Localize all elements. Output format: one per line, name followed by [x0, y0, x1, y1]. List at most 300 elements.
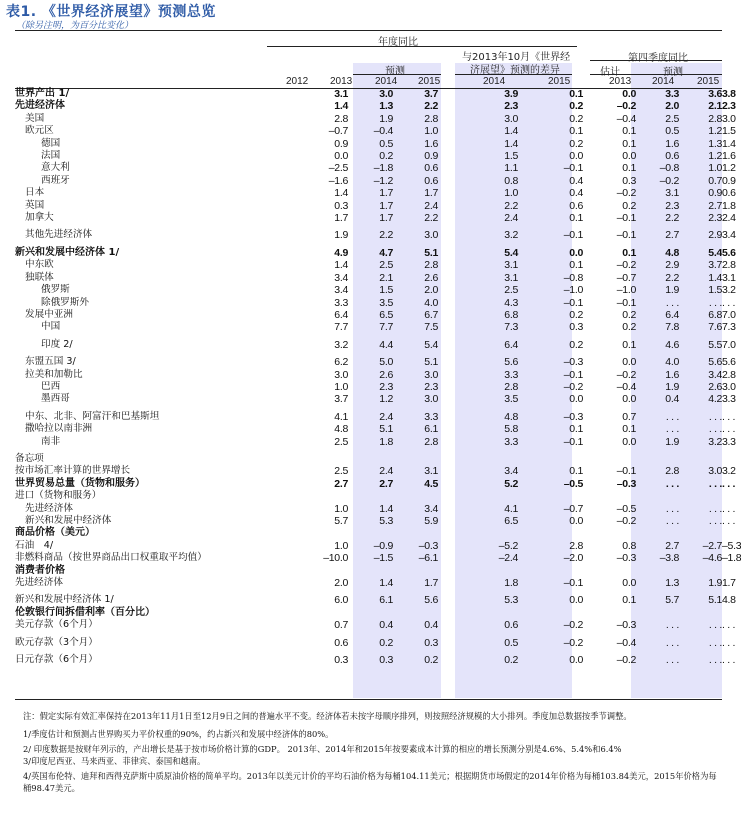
cell-diff-2014: 0.0 [569, 393, 583, 406]
cell-diff-2015: 0.1 [622, 162, 636, 175]
cell-value-2012: 4.1 [334, 410, 348, 423]
cell-diff-2015: 0.1 [622, 125, 636, 138]
cell-value-2015: 3.0 [504, 112, 518, 125]
cell-value-2015: 0.5 [504, 636, 518, 649]
cell-value-2014: 3.3 [424, 410, 438, 423]
header-diff-line1: 与2013年10月《世界经 [462, 52, 571, 63]
cell-diff-2014: 0.1 [569, 259, 583, 272]
cell-value-2015: 3.3 [504, 435, 518, 448]
table-row [15, 527, 722, 539]
cell-value-2014: 1.6 [424, 137, 438, 150]
cell-value-2015: 0.6 [504, 619, 518, 632]
row-label: 新兴和发展中经济体 [25, 515, 112, 526]
cell-value-2014: 4.5 [424, 477, 438, 490]
cell-diff-2015: –0.2 [616, 654, 636, 667]
col-header-q4-2015: 2015 [697, 76, 720, 87]
cell-value-2012: –10.0 [323, 552, 348, 565]
cell-diff-2014: 0.0 [569, 246, 583, 259]
cell-value-2014: 2.6 [424, 271, 438, 284]
table-row [15, 448, 722, 465]
table-row: 其他先进经济体 1.9 2.2 3.0 3.2 –0.1 –0.1 2.7 2.9 3.4 [15, 224, 722, 241]
top-rule [15, 30, 722, 31]
row-label: 俄罗斯 [41, 284, 70, 296]
cell-q4-2014: 2.3 [708, 212, 722, 225]
cell-q4-2013: 2.7 [665, 539, 679, 552]
cell-value-2014: –6.1 [418, 552, 438, 565]
cell-q4-2014: –4.6 [702, 552, 722, 565]
cell-value-2012: 1.4 [334, 100, 348, 113]
cell-value-2013: 6.1 [379, 594, 393, 607]
row-label: 意大利 [41, 162, 70, 174]
cell-diff-2014: –1.0 [563, 284, 583, 297]
cell-value-2013: 1.9 [379, 112, 393, 125]
table-row: 法国 0.0 0.2 0.9 1.5 0.0 0.0 0.6 1.2 1.6 [15, 150, 722, 162]
table-row: 欧元存款（3个月） 0.6 0.2 0.3 0.5 –0.2 –0.4 . . . . . . . . . [15, 632, 722, 649]
cell-value-2013: 2.6 [379, 368, 393, 381]
cell-value-2014: 5.4 [424, 338, 438, 351]
cell-q4-2014: . . . [708, 502, 722, 515]
cell-value-2014: 2.8 [424, 259, 438, 272]
cell-diff-2015 [583, 527, 636, 539]
cell-q4-2013: 2.2 [665, 271, 679, 284]
cell-diff-2014 [518, 565, 583, 577]
cell-value-2015: 5.2 [504, 477, 518, 490]
row-label: 美元存款（6个月） [15, 619, 98, 631]
cell-q4-2013: 0.4 [665, 393, 679, 406]
cell-value-2015: 5.6 [504, 356, 518, 369]
cell-diff-2015: 0.7 [622, 410, 636, 423]
cell-value-2014: 5.1 [424, 246, 438, 259]
row-label: 加拿大 [25, 212, 54, 224]
table-row: 印度 2/ 3.2 4.4 5.4 6.4 0.2 0.1 4.6 5.5 7.0 [15, 334, 722, 351]
cell-diff-2015 [583, 448, 636, 465]
cell-diff-2014: 0.6 [569, 199, 583, 212]
cell-value-2015 [438, 607, 518, 619]
row-label: 拉美和加勒比 [25, 368, 83, 380]
cell-value-2013: 1.7 [379, 187, 393, 200]
cell-value-2013: 2.3 [379, 380, 393, 393]
row-label: 消费者价格 [15, 564, 65, 576]
cell-diff-2014: –0.5 [563, 477, 583, 490]
cell-value-2013 [348, 490, 393, 502]
cell-q4-2014: 2.7 [708, 199, 722, 212]
cell-q4-2014: 1.5 [708, 284, 722, 297]
cell-value-2013: 1.8 [379, 435, 393, 448]
cell-diff-2015: –0.1 [616, 229, 636, 242]
cell-value-2013: 1.5 [379, 284, 393, 297]
col-header-2015: 2015 [418, 76, 441, 87]
cell-value-2013: 5.0 [379, 356, 393, 369]
cell-value-2014: 3.1 [424, 465, 438, 478]
cell-value-2012: 2.5 [334, 435, 348, 448]
cell-value-2014: 2.2 [424, 212, 438, 225]
row-label: 法国 [41, 150, 61, 162]
row-label: 南非 [41, 435, 61, 447]
cell-q4-2013: –0.8 [659, 162, 679, 175]
row-label: 印度 2/ [41, 338, 73, 350]
cell-diff-2015: –0.7 [616, 271, 636, 284]
cell-value-2014: 0.2 [424, 654, 438, 667]
cell-q4-2013: 2.9 [665, 259, 679, 272]
header-rule-diff [455, 74, 572, 75]
cell-value-2015: 6.5 [504, 515, 518, 527]
cell-value-2014: 5.1 [424, 356, 438, 369]
cell-q4-2013: 2.5 [665, 112, 679, 125]
cell-q4-2013: 1.9 [665, 284, 679, 297]
cell-value-2012: 0.0 [334, 150, 348, 163]
cell-value-2013: 0.4 [379, 619, 393, 632]
cell-value-2012: 0.3 [334, 654, 348, 667]
row-label: 德国 [41, 137, 61, 149]
cell-diff-2015 [583, 490, 636, 502]
cell-value-2012: 1.9 [334, 229, 348, 242]
col-header-diff-2014: 2014 [483, 76, 506, 87]
cell-q4-2014: 3.6 [708, 88, 722, 100]
cell-diff-2014: 0.4 [569, 187, 583, 200]
cell-value-2015: 4.8 [504, 410, 518, 423]
cell-value-2014: 3.0 [424, 368, 438, 381]
cell-q4-2013: 1.6 [665, 368, 679, 381]
cell-diff-2014 [518, 490, 583, 502]
table-subtitle: （除另注明，为百分比变化） [16, 21, 134, 31]
table-row: 发展中亚洲 6.4 6.5 6.7 6.8 0.2 0.2 6.4 6.8 7.0 [15, 309, 722, 321]
cell-value-2012: 5.7 [334, 515, 348, 527]
cell-q4-2013: . . . [665, 423, 679, 436]
header-rule-forecast [353, 74, 441, 75]
row-label: 其他先进经济体 [25, 229, 93, 241]
cell-q4-2013: 6.4 [665, 308, 679, 321]
table-row: 日元存款（6个月） 0.3 0.3 0.2 0.2 0.0 –0.2 . . . . . . . . . [15, 649, 722, 666]
table-row: 独联体 3.4 2.1 2.6 3.1 –0.8 –0.7 2.2 1.4 3.1 [15, 272, 722, 284]
cell-q4-2014: 0.7 [708, 174, 722, 187]
row-label: 先进经济体 [15, 577, 63, 589]
cell-value-2012: –1.6 [328, 174, 348, 187]
cell-diff-2015: 0.1 [622, 338, 636, 351]
cell-value-2015: 3.2 [504, 229, 518, 242]
cell-value-2012: 2.8 [334, 112, 348, 125]
cell-value-2014: 0.3 [424, 636, 438, 649]
cell-value-2014: 6.1 [424, 423, 438, 436]
cell-diff-2014: 0.1 [569, 212, 583, 225]
cell-diff-2015 [583, 607, 636, 619]
cell-q4-2014: 4.2 [708, 393, 722, 406]
cell-diff-2014: –2.0 [563, 552, 583, 565]
table-row: 先进经济体 2.0 1.4 1.7 1.8 –0.1 0.0 1.3 1.9 1.7 [15, 577, 736, 590]
cell-value-2013: 4.7 [379, 246, 393, 259]
cell-diff-2014: –0.3 [563, 356, 583, 369]
row-label: 美国 [25, 112, 45, 124]
cell-q4-2013: . . . [665, 515, 679, 527]
cell-diff-2014: 0.0 [569, 654, 583, 667]
row-label: 撒哈拉以南非洲 [25, 423, 93, 435]
table-row: 日本 1.4 1.7 1.7 1.0 0.4 –0.2 3.1 0.9 0.6 [15, 187, 722, 199]
cell-diff-2014: 0.2 [569, 100, 583, 113]
cell-diff-2014 [518, 448, 583, 465]
table-row: 中东、北非、阿富汗和巴基斯坦 4.1 2.4 3.3 4.8 –0.3 0.7 . . . . . . . . . [15, 406, 722, 423]
cell-value-2015: –2.4 [498, 552, 518, 565]
cell-diff-2014: –0.1 [563, 296, 583, 309]
cell-value-2015: 0.2 [504, 654, 518, 667]
cell-diff-2014: 0.2 [569, 308, 583, 321]
cell-q4-2014: 6.8 [708, 308, 722, 321]
cell-q4-2014: 2.6 [708, 380, 722, 393]
cell-q4-2013: –0.2 [659, 174, 679, 187]
cell-value-2015: 4.3 [504, 296, 518, 309]
cell-value-2013: 1.4 [379, 502, 393, 515]
cell-value-2012: 7.7 [334, 321, 348, 334]
cell-value-2014: 7.5 [424, 321, 438, 334]
cell-diff-2014: 0.0 [569, 150, 583, 163]
cell-value-2014: 3.4 [424, 502, 438, 515]
footnote-3: 3/印度尼西亚、马来西亚、菲律宾、泰国和越南。 [23, 756, 206, 766]
cell-value-2014 [393, 527, 438, 539]
cell-value-2015: 3.9 [504, 88, 518, 100]
cell-q4-2014: 1.2 [708, 125, 722, 138]
footnote-4: 4/英国布伦特、迪拜和西得克萨斯中质原油价格的简单平均。2013年以美元计价的平均石油价格为每桶104.11美元；根据期货市场假定的2014年价格为每桶103.84美元，2015年价格为每桶98.47美元。 [23, 771, 717, 793]
cell-value-2014 [393, 448, 438, 465]
row-label: 欧元区 [25, 125, 54, 137]
cell-value-2012 [302, 527, 348, 539]
row-label: 新兴和发展中经济体 1/ [15, 246, 120, 258]
cell-q4-2014: 5.6 [708, 356, 722, 369]
cell-q4-2013: 0.5 [665, 125, 679, 138]
cell-q4-2014: 5.5 [708, 338, 722, 351]
cell-diff-2014: 2.8 [569, 539, 583, 552]
cell-diff-2015: 0.0 [622, 150, 636, 163]
table-row: 拉美和加勒比 3.0 2.6 3.0 3.3 –0.1 –0.2 1.6 3.4 2.8 [15, 369, 722, 381]
cell-value-2015: 2.5 [504, 284, 518, 297]
cell-value-2015 [438, 565, 518, 577]
cell-value-2012: 0.3 [334, 199, 348, 212]
row-label: 英国 [25, 199, 45, 211]
cell-q4-2014: . . . [708, 619, 722, 632]
header-q4-group: 第四季度同比 [628, 53, 688, 64]
row-label: 商品价格（美元） [15, 527, 95, 539]
row-label: 日元存款（6个月） [15, 654, 98, 666]
header-q4-estimate: 估计 [600, 67, 620, 78]
row-label: 西班牙 [41, 174, 70, 186]
cell-value-2015 [438, 448, 518, 465]
cell-diff-2014: –0.3 [563, 410, 583, 423]
cell-value-2013: –1.2 [373, 174, 393, 187]
cell-value-2014: 2.2 [424, 100, 438, 113]
cell-value-2013: –1.8 [373, 162, 393, 175]
cell-value-2012: 6.0 [334, 594, 348, 607]
cell-value-2012 [302, 565, 348, 577]
cell-diff-2014: –0.2 [563, 636, 583, 649]
cell-diff-2014: 0.1 [569, 125, 583, 138]
cell-value-2015: 2.2 [504, 199, 518, 212]
table-row: 俄罗斯 3.4 1.5 2.0 2.5 –1.0 –1.0 1.9 1.5 3.2 [15, 284, 722, 296]
cell-q4-2013 [636, 607, 679, 619]
cell-q4-2013: 4.6 [665, 338, 679, 351]
cell-q4-2014: 1.9 [708, 577, 722, 590]
cell-q4-2014: 1.2 [708, 150, 722, 163]
cell-q4-2013: . . . [665, 296, 679, 309]
cell-value-2014: 2.3 [424, 380, 438, 393]
cell-value-2013 [348, 565, 393, 577]
table-row: 按市场汇率计算的世界增长 2.5 2.4 3.1 3.4 0.1 –0.1 2.8 3.0 3.2 [15, 465, 736, 478]
table-title: 表1. 《世界经济展望》预测总览 [6, 4, 216, 20]
cell-q4-2013: . . . [665, 619, 679, 632]
row-label: 世界贸易总量（货物和服务） [15, 477, 145, 489]
cell-diff-2015: 0.8 [622, 539, 636, 552]
cell-value-2013: 1.7 [379, 199, 393, 212]
cell-q4-2013 [636, 448, 679, 465]
cell-value-2014: 3.0 [424, 229, 438, 242]
cell-q4-2014: . . . [708, 410, 722, 423]
cell-value-2014: 2.4 [424, 199, 438, 212]
cell-q4-2013: –3.8 [659, 552, 679, 565]
col-header-q4-2014: 2014 [652, 76, 675, 87]
cell-diff-2015: –0.4 [616, 112, 636, 125]
cell-diff-2015: 0.1 [622, 137, 636, 150]
cell-q4-2014: 3.2 [708, 435, 722, 448]
cell-value-2014: –0.3 [418, 539, 438, 552]
cell-q4-2014 [679, 448, 722, 465]
footnote-2: 2/ 印度数据是按财年列示的，产出增长是基于按市场价格计算的GDP。 2013年、2014年和2015年按要素成本计算的相应的增长预测分别是4.6%、5.4%和6.4% [23, 744, 622, 754]
cell-diff-2015: –0.4 [616, 380, 636, 393]
table-row: 先进经济体 1.0 1.4 3.4 4.1 –0.7 –0.5 . . . . . . . . . [15, 503, 722, 515]
cell-diff-2015: –1.0 [616, 284, 636, 297]
cell-q4-2014: . . . [708, 296, 722, 309]
cell-q4-2013: . . . [665, 410, 679, 423]
cell-value-2015: 3.4 [504, 465, 518, 478]
cell-value-2014: 3.7 [424, 88, 438, 100]
row-label: 除俄罗斯外 [41, 296, 89, 308]
cell-q4-2013: . . . [665, 654, 679, 667]
cell-value-2013: 0.2 [379, 150, 393, 163]
header-diff-line2: 济展望》预测的差异 [470, 65, 560, 76]
row-label: 新兴和发展中经济体 1/ [15, 594, 114, 606]
row-label: 伦敦银行间拆借利率（百分比） [15, 606, 155, 618]
row-label: 中国 [41, 321, 61, 333]
cell-diff-2015: –0.2 [616, 515, 636, 527]
cell-value-2014 [393, 607, 438, 619]
cell-value-2013: 0.3 [379, 654, 393, 667]
header-q4-forecast: 预测 [663, 67, 683, 78]
cell-value-2015: 2.3 [504, 100, 518, 113]
cell-value-2012: 3.3 [334, 296, 348, 309]
row-label: 日本 [25, 187, 45, 199]
cell-diff-2015: 0.0 [622, 356, 636, 369]
cell-diff-2014: –0.2 [563, 380, 583, 393]
cell-value-2015: 4.1 [504, 502, 518, 515]
cell-diff-2014: –0.1 [563, 577, 583, 590]
cell-q4-2014: –2.7 [702, 539, 722, 552]
cell-value-2015: 1.4 [504, 137, 518, 150]
cell-value-2015: 1.0 [504, 187, 518, 200]
table-row: 加拿大 1.7 1.7 2.2 2.4 0.1 –0.1 2.2 2.3 2.4 [15, 212, 722, 224]
cell-q4-2013: 2.2 [665, 212, 679, 225]
cell-diff-2015: –0.1 [616, 296, 636, 309]
table-row: 石油 4/ 1.0 –0.9 –0.3 –5.2 2.8 0.8 2.7 –2.7 –5.3 [15, 539, 741, 552]
cell-value-2015: 3.1 [504, 271, 518, 284]
cell-q4-2013 [636, 490, 679, 502]
cell-value-2015: 3.5 [504, 393, 518, 406]
cell-value-2014: 2.8 [424, 435, 438, 448]
cell-diff-2015: –0.5 [616, 502, 636, 515]
col-header-diff-2015: 2015 [548, 76, 571, 87]
table-row: 墨西哥 3.7 1.2 3.0 3.5 0.0 0.0 0.4 4.2 3.3 [15, 393, 722, 405]
cell-value-2012: 3.0 [334, 368, 348, 381]
cell-diff-2014: –0.1 [563, 368, 583, 381]
cell-diff-2014: –0.1 [563, 229, 583, 242]
row-label: 中东欧 [25, 259, 54, 271]
cell-value-2013: 0.5 [379, 137, 393, 150]
cell-diff-2015: –0.1 [616, 465, 636, 478]
cell-q4-2014: 7.6 [708, 321, 722, 334]
cell-value-2015: 6.8 [504, 308, 518, 321]
table-row: 非燃料商品（按世界商品出口权重取平均值） –10.0 –1.5 –6.1 –2.4 –2.0 –0.3 –3.8 –4.6 –1.8 [15, 552, 741, 565]
cell-q4-2014: 1.3 [708, 137, 722, 150]
cell-value-2013: 2.2 [379, 229, 393, 242]
row-label: 先进经济体 [15, 100, 65, 112]
table-row: 新兴和发展中经济体 1/ 4.9 4.7 5.1 5.4 0.0 0.1 4.8 5.4 5.6 [15, 242, 722, 259]
table-row: 世界产出 1/ 3.1 3.0 3.7 3.9 0.1 0.0 3.3 3.6 3.8 [15, 88, 736, 100]
cell-value-2015: 6.4 [504, 338, 518, 351]
cell-q4-2014: 3.7 [708, 259, 722, 272]
cell-value-2012: 4.8 [334, 423, 348, 436]
cell-value-2012: 4.9 [334, 246, 348, 259]
cell-q4-2013: 4.8 [665, 246, 679, 259]
cell-value-2015 [438, 527, 518, 539]
cell-q4-2014: 3.0 [708, 465, 722, 478]
cell-diff-2015: 0.0 [622, 88, 636, 100]
row-label: 石油 4/ [15, 539, 54, 551]
cell-q4-2014: . . . [708, 515, 722, 527]
cell-value-2013: 1.4 [379, 577, 393, 590]
cell-q4-2014: . . . [708, 636, 722, 649]
cell-value-2012: 0.7 [334, 619, 348, 632]
cell-q4-2013 [636, 565, 679, 577]
row-label: 墨西哥 [41, 393, 70, 405]
cell-q4-2013: 0.6 [665, 150, 679, 163]
cell-value-2014: 4.0 [424, 296, 438, 309]
table-row: 美国 2.8 1.9 2.8 3.0 0.2 –0.4 2.5 2.8 3.0 [15, 113, 722, 125]
table-row: 中国 7.7 7.7 7.5 7.3 0.3 0.2 7.8 7.6 7.3 [15, 321, 722, 333]
cell-value-2014: 2.8 [424, 112, 438, 125]
cell-diff-2015: 0.0 [622, 577, 636, 590]
cell-value-2014 [393, 490, 438, 502]
cell-value-2012: 6.4 [334, 308, 348, 321]
cell-q4-2013: 1.3 [665, 577, 679, 590]
cell-value-2014 [393, 565, 438, 577]
cell-q4-2014: 2.1 [708, 100, 722, 113]
cell-value-2014: 6.7 [424, 308, 438, 321]
cell-value-2012: 1.7 [334, 212, 348, 225]
cell-value-2013: –0.4 [373, 125, 393, 138]
cell-diff-2014: –0.7 [563, 502, 583, 515]
cell-value-2013: 1.7 [379, 212, 393, 225]
cell-diff-2014: 0.0 [569, 515, 583, 527]
cell-value-2013: 6.5 [379, 308, 393, 321]
cell-value-2015: 1.5 [504, 150, 518, 163]
cell-q4-2013: 2.8 [665, 465, 679, 478]
cell-q4-2013: 1.9 [665, 380, 679, 393]
table-row: 巴西 1.0 2.3 2.3 2.8 –0.2 –0.4 1.9 2.6 3.0 [15, 381, 722, 393]
cell-q4-2013: 2.0 [665, 100, 679, 113]
cell-q4-2013: . . . [665, 502, 679, 515]
cell-diff-2015: –0.2 [616, 368, 636, 381]
table-row: 南非 2.5 1.8 2.8 3.3 –0.1 0.0 1.9 3.2 3.3 [15, 436, 722, 448]
cell-diff-2015: 0.1 [622, 423, 636, 436]
row-label: 先进经济体 [25, 502, 73, 514]
cell-value-2014: 1.7 [424, 577, 438, 590]
cell-q4-2014 [679, 527, 722, 539]
cell-value-2015: 1.4 [504, 125, 518, 138]
cell-value-2012: 1.4 [334, 187, 348, 200]
